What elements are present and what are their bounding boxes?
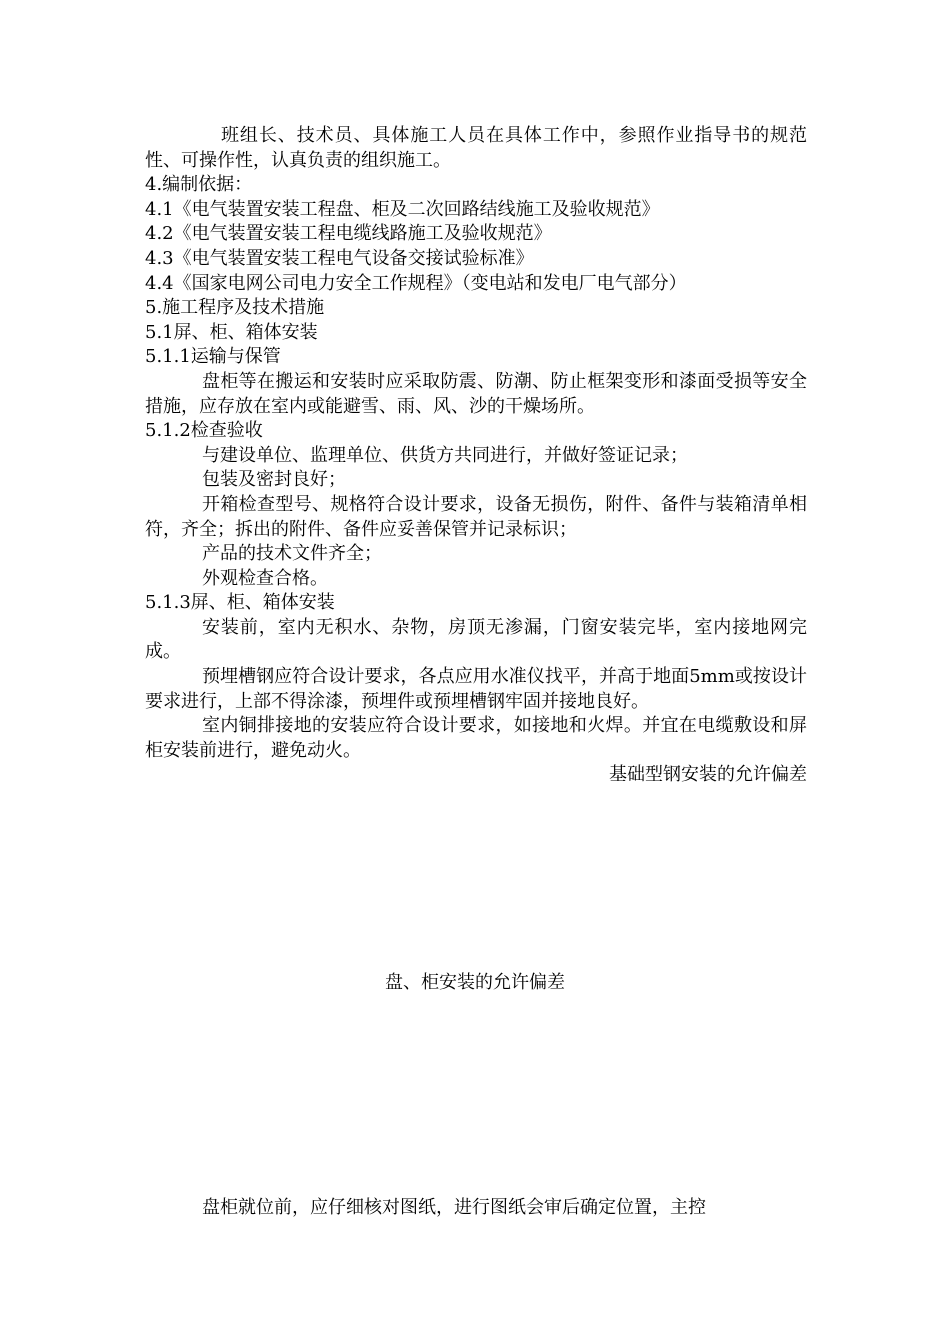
paragraph: 基础型钢安装的允许偏差 [609, 764, 807, 786]
paragraph: 4.2《电气装置安装工程电缆线路施工及验收规范》 [145, 223, 552, 245]
paragraph: 4.编制依据： [145, 174, 253, 196]
paragraph: 产品的技术文件齐全； [202, 543, 382, 565]
paragraph: 5.1.1运输与保管 [145, 346, 281, 368]
table-caption-cabinet-tolerance: 盘、柜安装的允许偏差 [385, 972, 565, 993]
paragraph: 包装及密封良好； [202, 469, 346, 491]
paragraph: 5.1.2检查验收 [145, 420, 263, 442]
paragraph: 与建设单位、监理单位、供货方共同进行，并做好签证记录； [202, 444, 688, 466]
paragraph: 室内铜排接地的安装应符合设计要求，如接地和火焊。并宜在电缆敷设和屏柜安装前进行，避免动火。 [145, 715, 807, 761]
paragraph: 5.施工程序及技术措施 [145, 297, 325, 319]
paragraph: 盘柜等在搬运和安装时应采取防震、防潮、防止框架变形和漆面受损等安全措施，应存放在室内或能避雪、雨、风、沙的干燥场所。 [145, 370, 807, 417]
document-body [145, 124, 807, 788]
paragraph: 开箱检查型号、规格符合设计要求，设备无损伤，附件、备件与装箱清单相符，齐全；拆出的附件、备件应妥善保管并记录标识； [145, 493, 807, 540]
paragraph-cabinet-positioning: 盘柜就位前，应仔细核对图纸，进行图纸会审后确定位置，主控 [202, 1197, 706, 1218]
paragraph: 外观检查合格。 [202, 567, 328, 589]
paragraph: 5.1.3屏、柜、箱体安装 [145, 592, 335, 614]
paragraph: 安装前，室内无积水、杂物，房顶无渗漏，门窗安装完毕，室内接地网完成。 [145, 616, 807, 663]
paragraph: 4.3《电气装置安装工程电气设备交接试验标准》 [145, 247, 534, 269]
paragraph: 4.1《电气装置安装工程盘、柜及二次回路结线施工及验收规范》 [145, 198, 660, 220]
paragraph: 5.1屏、柜、箱体安装 [145, 321, 318, 343]
paragraph: 4.4《国家电网公司电力安全工作规程》（变电站和发电厂电气部分） [145, 272, 687, 294]
paragraph: 班组长、技术员、具体施工人员在具体工作中，参照作业指导书的规范性、可操作性，认真负责的组织施工。 [145, 125, 807, 171]
paragraph: 预埋槽钢应符合设计要求，各点应用水准仪找平，并高于地面5mm或按设计要求进行，上部不得涂漆，预埋件或预埋槽钢牢固并接地良好。 [145, 666, 807, 712]
